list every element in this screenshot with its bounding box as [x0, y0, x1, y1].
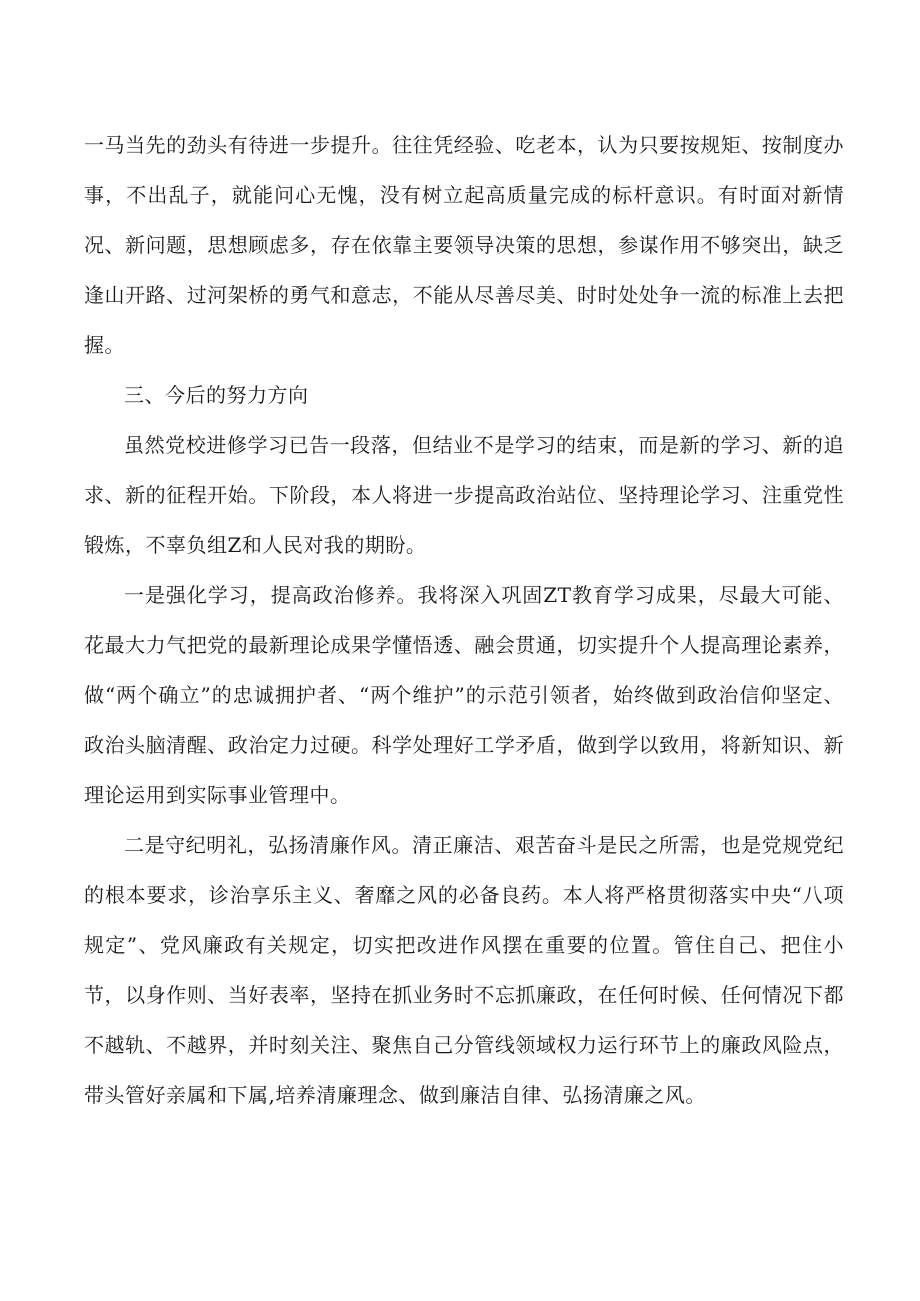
paragraph-point-one: 一是强化学习，提高政治修养。我将深入巩固ZT教育学习成果，尽最大可能、花最大力气把党的最新理论成果学懂悟透、融会贯通，切实提升个人提高理论素养，做“两个确立”的忠诚拥护者、“两个维护”的示范引领者，始终做到政治信仰坚定、政治头脑清醒、政治定力过硬。科学处理好工学矛盾，做到学以致用，将新知识、新理论运用到实际事业管理中。 — [84, 583, 844, 807]
paragraph-point-two: 二是守纪明礼，弘扬清廉作风。清正廉洁、艰苦奋斗是民之所需，也是党规党纪的根本要求，诊治享乐主义、奢靡之风的必备良药。本人将严格贯彻落实中央“八项规定”、党风廉政有关规定，切实把改进作风摆在重要的位置。管住自己、把住小节，以身作则、当好表率，坚持在抓业务时不忘抓廉政，在任何时候、任何情况下都不越轨、不越界，并时刻关注、聚焦自己分管线领域权力运行环节上的廉政风险点，带头管好亲属和下属,培养清廉理念、做到廉洁自律、弘扬清廉之风。 — [84, 833, 844, 1107]
document-body — [84, 120, 844, 1120]
section-heading: 三、今后的努力方向 — [124, 383, 309, 407]
paragraph-continuation: 一马当先的劲头有待进一步提升。往往凭经验、吃老本，认为只要按规矩、按制度办事，不出乱子，就能问心无愧，没有树立起高质量完成的标杆意识。有时面对新情况、新问题，思想顾虑多，存在依靠主要领导决策的思想，参谋作用不够突出，缺乏逢山开路、过河架桥的勇气和意志，不能从尽善尽美、时时处处争一流的标准上去把握。 — [84, 133, 844, 357]
paragraph-intro: 虽然党校进修学习已告一段落，但结业不是学习的结束，而是新的学习、新的追求、新的征程开始。下阶段，本人将进一步提高政治站位、坚持理论学习、注重党性锻炼，不辜负组Z和人民对我的期盼。 — [84, 433, 844, 557]
